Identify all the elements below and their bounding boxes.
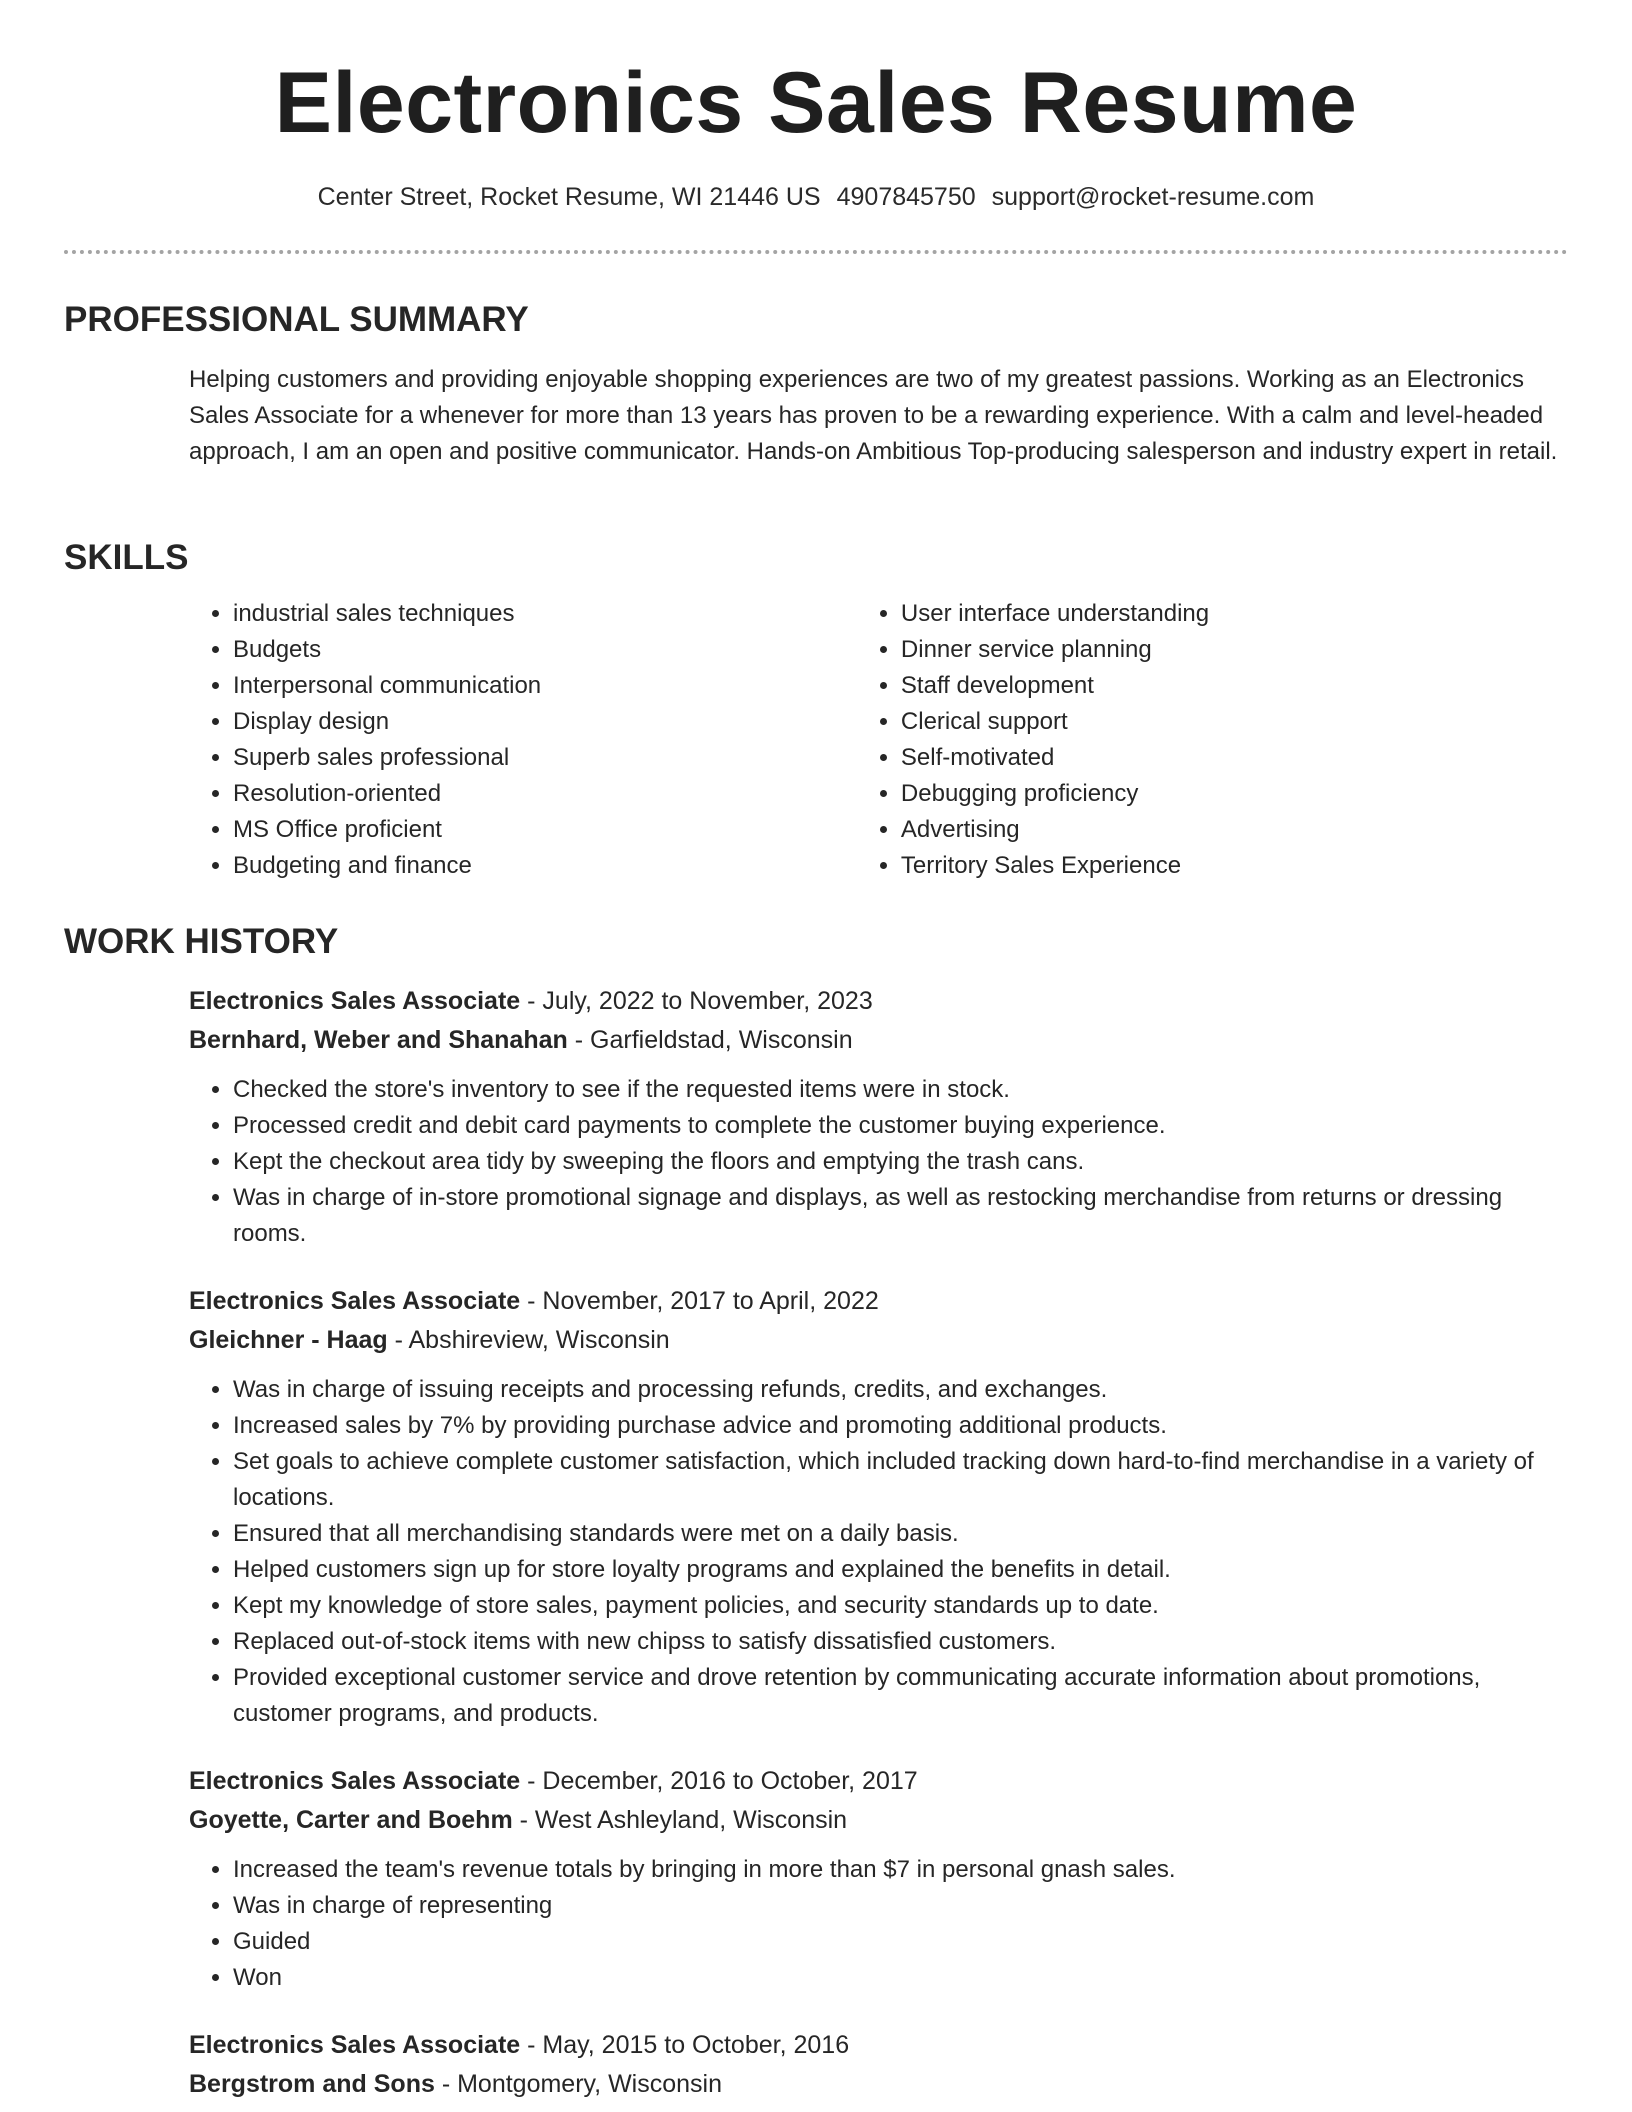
skills-column-right bbox=[857, 596, 1568, 884]
skill-item: • Dinner service planning bbox=[901, 632, 1568, 668]
skill-item: • Advertising bbox=[901, 812, 1568, 848]
job-duties bbox=[189, 1072, 1568, 1252]
contact-address: Center Street, Rocket Resume, WI 21446 US bbox=[317, 183, 821, 211]
summary-section bbox=[64, 298, 1568, 470]
job-title-line bbox=[189, 1282, 1568, 1321]
job-duties bbox=[189, 1852, 1568, 1996]
job-title-line bbox=[189, 2026, 1568, 2065]
duty-item: • Kept my knowledge of store sales, payment policies, and security standards up to date. bbox=[233, 1588, 1568, 1624]
duty-item: • Increased the team's revenue totals by bringing in more than $7 in personal gnash sales. bbox=[233, 1852, 1568, 1888]
skill-item: • User interface understanding bbox=[901, 596, 1568, 632]
job-company: Bernhard, Weber and Shanahan bbox=[189, 1026, 568, 1054]
job-location: - Abshireview, Wisconsin bbox=[387, 1326, 670, 1354]
job-role: Electronics Sales Associate bbox=[189, 1287, 521, 1315]
skill-item: • Budgets bbox=[233, 632, 857, 668]
job-duties bbox=[189, 1372, 1568, 1732]
skill-item: • Self-motivated bbox=[901, 740, 1568, 776]
duty-item: • Ensured that all merchandising standards were met on a daily basis. bbox=[233, 1516, 1568, 1552]
skill-item: • Superb sales professional bbox=[233, 740, 857, 776]
job-company: Goyette, Carter and Boehm bbox=[189, 1806, 513, 1834]
contact-email: support@rocket-resume.com bbox=[991, 183, 1315, 211]
job-location: - West Ashleyland, Wisconsin bbox=[512, 1806, 848, 1834]
job-role: Electronics Sales Associate bbox=[189, 987, 521, 1015]
skills-heading: SKILLS bbox=[64, 538, 189, 577]
skill-item: • Clerical support bbox=[901, 704, 1568, 740]
skill-item: • Display design bbox=[233, 704, 857, 740]
skill-item: • industrial sales techniques bbox=[233, 596, 857, 632]
job-title-line bbox=[189, 982, 1568, 1021]
summary-text: Helping customers and providing enjoyable shopping experiences are two of my greatest passions. Working as an Electronics Sales Associate for a whenever for more than 13 years has proven to be a rewarding experience. With a calm and level-headed approach, I am an open and positive communicator. Hands-on Ambitious Top-producing salesperson and industry expert in retail. bbox=[189, 366, 1558, 465]
skill-item: • Budgeting and finance bbox=[233, 848, 857, 884]
job-role: Electronics Sales Associate bbox=[189, 1767, 521, 1795]
job-entry bbox=[189, 2026, 1568, 2104]
job-entry bbox=[189, 1282, 1568, 1732]
header-divider bbox=[64, 250, 1568, 254]
job-company-line bbox=[189, 1021, 1568, 1060]
duty-item: • Was in charge of representing bbox=[233, 1888, 1568, 1924]
duty-item: • Guided bbox=[233, 1924, 1568, 1960]
work-history-section bbox=[64, 920, 1568, 2104]
job-company: Bergstrom and Sons bbox=[189, 2070, 435, 2098]
skill-item: • MS Office proficient bbox=[233, 812, 857, 848]
skill-item: • Debugging proficiency bbox=[901, 776, 1568, 812]
skills-column-left bbox=[189, 596, 857, 884]
duty-item: • Processed credit and debit card payments to complete the customer buying experience. bbox=[233, 1108, 1568, 1144]
job-company-line bbox=[189, 1321, 1568, 1360]
job-entry bbox=[189, 1762, 1568, 1996]
duty-item: • Replaced out-of-stock items with new chipss to satisfy dissatisfied customers. bbox=[233, 1624, 1568, 1660]
job-dates: - July, 2022 to November, 2023 bbox=[520, 987, 873, 1015]
contact-line bbox=[0, 180, 1632, 214]
summary-heading: PROFESSIONAL SUMMARY bbox=[64, 300, 529, 339]
work-history-list bbox=[189, 982, 1568, 2104]
duty-item: • Helped customers sign up for store loyalty programs and explained the benefits in detail. bbox=[233, 1552, 1568, 1588]
work-history-heading: WORK HISTORY bbox=[64, 922, 339, 961]
job-dates: - May, 2015 to October, 2016 bbox=[520, 2031, 850, 2059]
contact-phone: 4907845750 bbox=[836, 183, 976, 211]
job-role: Electronics Sales Associate bbox=[189, 2031, 521, 2059]
resume-title: Electronics Sales Resume bbox=[274, 55, 1358, 151]
job-dates: - December, 2016 to October, 2017 bbox=[520, 1767, 918, 1795]
skill-item: • Resolution-oriented bbox=[233, 776, 857, 812]
job-location: - Garfieldstad, Wisconsin bbox=[567, 1026, 853, 1054]
duty-item: • Was in charge of issuing receipts and processing refunds, credits, and exchanges. bbox=[233, 1372, 1568, 1408]
job-dates: - November, 2017 to April, 2022 bbox=[520, 1287, 879, 1315]
duty-item: • Was in charge of in-store promotional signage and displays, as well as restocking merchandise from returns or dressing rooms. bbox=[233, 1180, 1568, 1252]
skills-section bbox=[64, 536, 1568, 884]
duty-item: • Checked the store's inventory to see if the requested items were in stock. bbox=[233, 1072, 1568, 1108]
duty-item: • Won bbox=[233, 1960, 1568, 1996]
skills-list bbox=[189, 596, 1568, 884]
skill-item: • Staff development bbox=[901, 668, 1568, 704]
duty-item: • Provided exceptional customer service and drove retention by communicating accurate information about promotions, customer programs, and products. bbox=[233, 1660, 1568, 1732]
job-company: Gleichner - Haag bbox=[189, 1326, 388, 1354]
duty-item: • Kept the checkout area tidy by sweeping the floors and emptying the trash cans. bbox=[233, 1144, 1568, 1180]
job-location: - Montgomery, Wisconsin bbox=[434, 2070, 722, 2098]
skill-item: • Territory Sales Experience bbox=[901, 848, 1568, 884]
job-company-line bbox=[189, 2065, 1568, 2104]
job-title-line bbox=[189, 1762, 1568, 1801]
job-entry bbox=[189, 982, 1568, 1252]
duty-item: • Increased sales by 7% by providing purchase advice and promoting additional products. bbox=[233, 1408, 1568, 1444]
duty-item: • Set goals to achieve complete customer satisfaction, which included tracking down hard-to-find merchandise in a variety of locations. bbox=[233, 1444, 1568, 1516]
skill-item: • Interpersonal communication bbox=[233, 668, 857, 704]
job-company-line bbox=[189, 1801, 1568, 1840]
